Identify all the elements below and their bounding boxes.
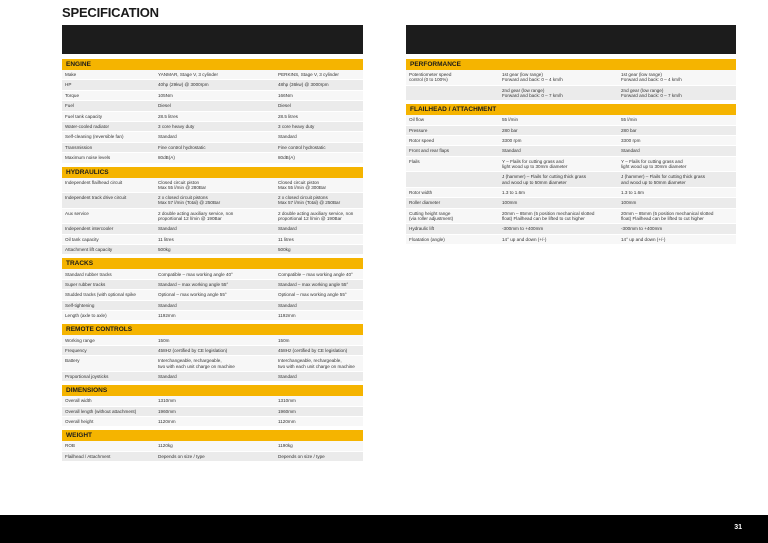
spec-label: Torque — [65, 92, 80, 98]
table-row — [62, 122, 363, 132]
spec-label: Self-cleaning (reversible fan) — [65, 134, 124, 140]
spec-value: 11 litres — [158, 236, 174, 242]
spec-label: Self-tightening — [65, 302, 95, 308]
spec-value: 2nd gear (low range) Forward and back: 0 – 7 km/h — [621, 87, 682, 98]
section-heading: DIMENSIONS — [62, 385, 363, 396]
spec-value: Fine control hydrostatic — [278, 144, 326, 150]
spec-value: 3300 rpm — [502, 138, 522, 144]
spec-label: Battery — [65, 358, 80, 364]
spec-label: Studded tracks (with optional spike — [65, 292, 136, 298]
spec-value: Optional – max working angle 55° — [278, 292, 347, 298]
spec-value: 2 x closed circuit pistons Max 57 l/min (Total) @ 250Bar — [158, 195, 221, 206]
table-row — [406, 157, 736, 173]
spec-value: Depends on size / type — [278, 453, 325, 459]
table-row — [406, 115, 736, 125]
table-row — [62, 209, 363, 225]
spec-label: Standard rubber tracks — [65, 271, 112, 277]
spec-value: 80dB(A) — [278, 155, 295, 161]
spec-label: ROB — [65, 443, 75, 449]
spec-label: Oil tank capacity — [65, 236, 99, 242]
spec-value: Y – Flails for cutting grass and light wood up to 30mm diameter — [502, 158, 568, 170]
spec-value: 100mm — [502, 200, 518, 206]
spec-value: 458Hz (certified by CE legislation) — [278, 347, 348, 353]
table-row — [62, 346, 363, 356]
spec-label: Potentiometer speed control (0 to 100%) — [409, 72, 452, 83]
spec-value: -300mm to +400mm — [621, 226, 663, 232]
spec-value: Standard — [158, 134, 177, 140]
section-heading: WEIGHT — [62, 430, 363, 441]
spec-value: Standard — [158, 226, 177, 232]
spec-value: 166Nm — [278, 92, 293, 98]
spec-value: 55 l/min — [621, 117, 638, 123]
footer-bar — [0, 515, 768, 543]
spec-value: 2 double acting auxiliary service, non proportional 12 l/min @ 190Bar — [278, 210, 354, 221]
table-row — [62, 335, 363, 345]
spec-value: 14° up and down (+/-) — [502, 236, 547, 242]
section-heading: PERFORMANCE — [406, 59, 736, 70]
spec-value: 40hp (29kw) @ 3000rpm — [158, 82, 209, 88]
table-row — [406, 224, 736, 234]
spec-value: PERKINS, Stage V, 3 cylinder — [278, 72, 339, 78]
spec-label: Overall length (without attachment) — [65, 408, 137, 414]
spec-value: 2nd gear (low range) Forward and back: 0 – 7 km/h — [502, 87, 563, 98]
table-row — [406, 209, 736, 225]
spec-value: Y – Flails for cutting grass and light wood up to 30mm diameter — [621, 158, 687, 170]
table-row — [62, 245, 363, 255]
spec-value: 48hp (36kw) @ 3000rpm — [278, 82, 329, 88]
spec-value: 105Nm — [158, 92, 173, 98]
spec-value: 28.5 litres — [278, 113, 298, 119]
section-table — [62, 70, 363, 164]
spec-value: YANMAR, Stage V, 3 cylinder — [158, 72, 219, 78]
spec-value: 280 bar — [621, 127, 637, 133]
spec-value: 1310mm — [278, 398, 296, 404]
spec-label — [406, 86, 499, 101]
table-row — [62, 441, 363, 451]
spec-value: Standard — [278, 134, 297, 140]
spec-label: Roller diameter — [409, 200, 441, 206]
spec-label: Length (axle to axle) — [65, 313, 107, 319]
spec-value: 280 bar — [502, 127, 518, 133]
spec-value: Standard — [502, 148, 521, 154]
spec-value: Closed circuit piston Max 55 l/min @ 280Bar — [158, 179, 207, 190]
table-row — [406, 198, 736, 208]
spec-value: 20mm – 85mm (5 position mechanical slotted float) Flailhead can be lifted to cut higher — [502, 210, 595, 222]
spec-label: Transmission — [65, 144, 93, 150]
table-row — [406, 70, 736, 86]
spec-value: 1960mm — [158, 408, 176, 414]
spec-value: 1120kg — [158, 443, 173, 449]
spec-value: 150m — [158, 337, 170, 343]
table-row — [406, 136, 736, 146]
spec-value: 2 double acting auxiliary service, non proportional 12 l/min @ 190Bar — [158, 210, 234, 221]
spec-label: Independent track drive circuit — [65, 195, 127, 201]
table-row — [62, 235, 363, 245]
table-row — [62, 269, 363, 279]
spec-label: Proportional joysticks — [65, 373, 109, 379]
spec-label — [406, 172, 499, 187]
spec-label: Aux service — [65, 210, 89, 216]
left-spec-column — [62, 59, 363, 462]
table-row — [406, 146, 736, 156]
spec-value: 11 litres — [278, 236, 294, 242]
spec-value: 2 x closed circuit pistons Max 57 l/min (Total) @ 250Bar — [278, 195, 341, 206]
section-table — [62, 269, 363, 321]
spec-value: 1st gear (low range) Forward and back: 0 – 4 km/h — [621, 72, 682, 83]
table-row — [62, 91, 363, 101]
spec-label: Attachment lift capacity — [65, 247, 113, 253]
spec-value: 14° up and down (+/-) — [621, 236, 666, 242]
table-row — [406, 188, 736, 198]
table-row — [62, 178, 363, 194]
section-heading: HYDRAULICS — [62, 167, 363, 178]
table-row — [62, 417, 363, 427]
spec-value: 55 l/min — [502, 117, 519, 123]
spec-label: Overall width — [65, 398, 92, 404]
spec-value: 150m — [278, 337, 290, 343]
section-table — [62, 441, 363, 462]
left-header-band — [62, 25, 363, 54]
table-row — [62, 356, 363, 372]
spec-label: Overall height — [65, 419, 94, 425]
section-heading: ENGINE — [62, 59, 363, 70]
page-title: SPECIFICATION — [62, 5, 159, 20]
section-table — [62, 396, 363, 427]
spec-value: 28.5 litres — [158, 113, 178, 119]
table-row — [406, 235, 736, 245]
spec-label: Rotor width — [409, 190, 433, 196]
table-row — [62, 101, 363, 111]
table-row — [62, 224, 363, 234]
spec-label: Hydraulic lift — [409, 226, 435, 232]
table-row — [406, 126, 736, 136]
section-heading: TRACKS — [62, 258, 363, 269]
spec-value: 1192mm — [158, 313, 176, 319]
spec-value: Compatible – max working angle 40° — [158, 271, 233, 277]
section-heading: REMOTE CONTROLS — [62, 324, 363, 335]
spec-value: Optional – max working angle 55° — [158, 292, 227, 298]
table-row — [62, 396, 363, 406]
table-row — [62, 290, 363, 300]
spec-value: Compatible – max working angle 40° — [278, 271, 353, 277]
spec-label: Flails — [409, 158, 420, 164]
spec-value: 1st gear (low range) Forward and back: 0 – 4 km/h — [502, 72, 563, 83]
spec-label: Independent intercooler — [65, 226, 114, 232]
table-row — [62, 372, 363, 382]
spec-label: Water-cooled radiator — [65, 124, 109, 130]
spec-value: Standard – max working angle 55° — [278, 281, 349, 287]
spec-label: Maximum noise levels — [65, 155, 111, 161]
table-row — [62, 301, 363, 311]
spec-label: Pressure — [409, 127, 428, 133]
spec-value: 500kg — [158, 247, 171, 253]
spec-value: Diesel — [278, 103, 291, 109]
spec-value: 458Hz (certified by CE legislation) — [158, 347, 228, 353]
spec-value: J (hammer) – Flails for cutting thick grass and wood up to 50mm diameter — [502, 174, 586, 185]
table-row — [62, 143, 363, 153]
spec-label: Rotor speed — [409, 138, 435, 144]
spec-label: Fuel tank capacity — [65, 113, 103, 119]
section-table — [406, 115, 736, 245]
spec-value: 1960mm — [278, 408, 296, 414]
spec-value: Interchangeable, rechargeable, two with each unit charge on machine — [158, 358, 235, 369]
table-row — [62, 153, 363, 163]
spec-label: Working range — [65, 337, 95, 343]
section-table — [62, 178, 363, 256]
right-header-band — [406, 25, 736, 54]
page-number: 31 — [734, 524, 742, 531]
spec-value: J (hammer) – Flails for cutting thick grass and wood up to 50mm diameter — [621, 174, 705, 185]
spec-value: 1310mm — [158, 398, 176, 404]
table-row — [62, 70, 363, 80]
spec-label: Oil flow — [409, 117, 425, 123]
table-row — [62, 407, 363, 417]
spec-value: Diesel — [158, 103, 171, 109]
spec-value: 1190kg — [278, 443, 293, 449]
spec-label: Floatation (angle) — [409, 236, 445, 242]
spec-value: Standard — [158, 302, 177, 308]
spec-value: 3 core heavy duty — [278, 124, 315, 130]
spec-value: Interchangeable, rechargeable, two with each unit charge on machine — [278, 358, 355, 369]
table-row — [62, 112, 363, 122]
spec-value: 1120mm — [278, 419, 296, 425]
section-heading: FLAILHEAD / ATTACHMENT — [406, 104, 736, 115]
table-row — [406, 172, 736, 188]
table-row — [62, 193, 363, 209]
spec-value: Standard — [158, 373, 177, 379]
spec-value: 100mm — [621, 200, 637, 206]
spec-label: Independent flailhead circuit — [65, 179, 123, 185]
right-spec-column — [406, 59, 736, 245]
spec-value: 1.3 to 1.6m — [502, 190, 525, 196]
spec-value: 3300 rpm — [621, 138, 641, 144]
spec-value: Depends on size / type — [158, 453, 205, 459]
spec-value: 80dB(A) — [158, 155, 175, 161]
spec-value: 3 core heavy duty — [158, 124, 195, 130]
spec-value: Fine control hydrostatic — [158, 144, 206, 150]
spec-value: 1120mm — [158, 419, 176, 425]
spec-label: Super rubber tracks — [65, 281, 106, 287]
spec-label: Flailhead / Attachment — [65, 453, 111, 459]
section-table — [62, 335, 363, 382]
spec-value: Closed circuit piston Max 55 l/min @ 300Bar — [278, 179, 327, 190]
spec-label: Fuel — [65, 103, 74, 109]
spec-value: -300mm to +400mm — [502, 226, 544, 232]
spec-label: Make — [65, 72, 77, 78]
spec-value: 1.3 to 1.6m — [621, 190, 644, 196]
spec-value: 20mm – 85mm (5 position mechanical slotted float) Flailhead can be lifted to cut higher — [621, 210, 714, 222]
spec-value: Standard — [278, 373, 297, 379]
table-row — [62, 132, 363, 142]
spec-value: 1192mm — [278, 313, 296, 319]
section-table — [406, 70, 736, 101]
spec-value: Standard – max working angle 55° — [158, 281, 229, 287]
spec-label: Cutting height range (via roller adjustment) — [409, 210, 454, 222]
spec-value: Standard — [621, 148, 640, 154]
spec-label: Frequency — [65, 347, 87, 353]
spec-value: Standard — [278, 302, 297, 308]
table-row — [62, 280, 363, 290]
table-row — [62, 80, 363, 90]
table-row — [62, 452, 363, 462]
spec-value: Standard — [278, 226, 297, 232]
spec-value: 500kg — [278, 247, 291, 253]
spec-label: HP — [65, 82, 72, 88]
spec-label: Front and rear flaps — [409, 148, 450, 154]
table-row — [62, 311, 363, 321]
table-row — [406, 86, 736, 102]
